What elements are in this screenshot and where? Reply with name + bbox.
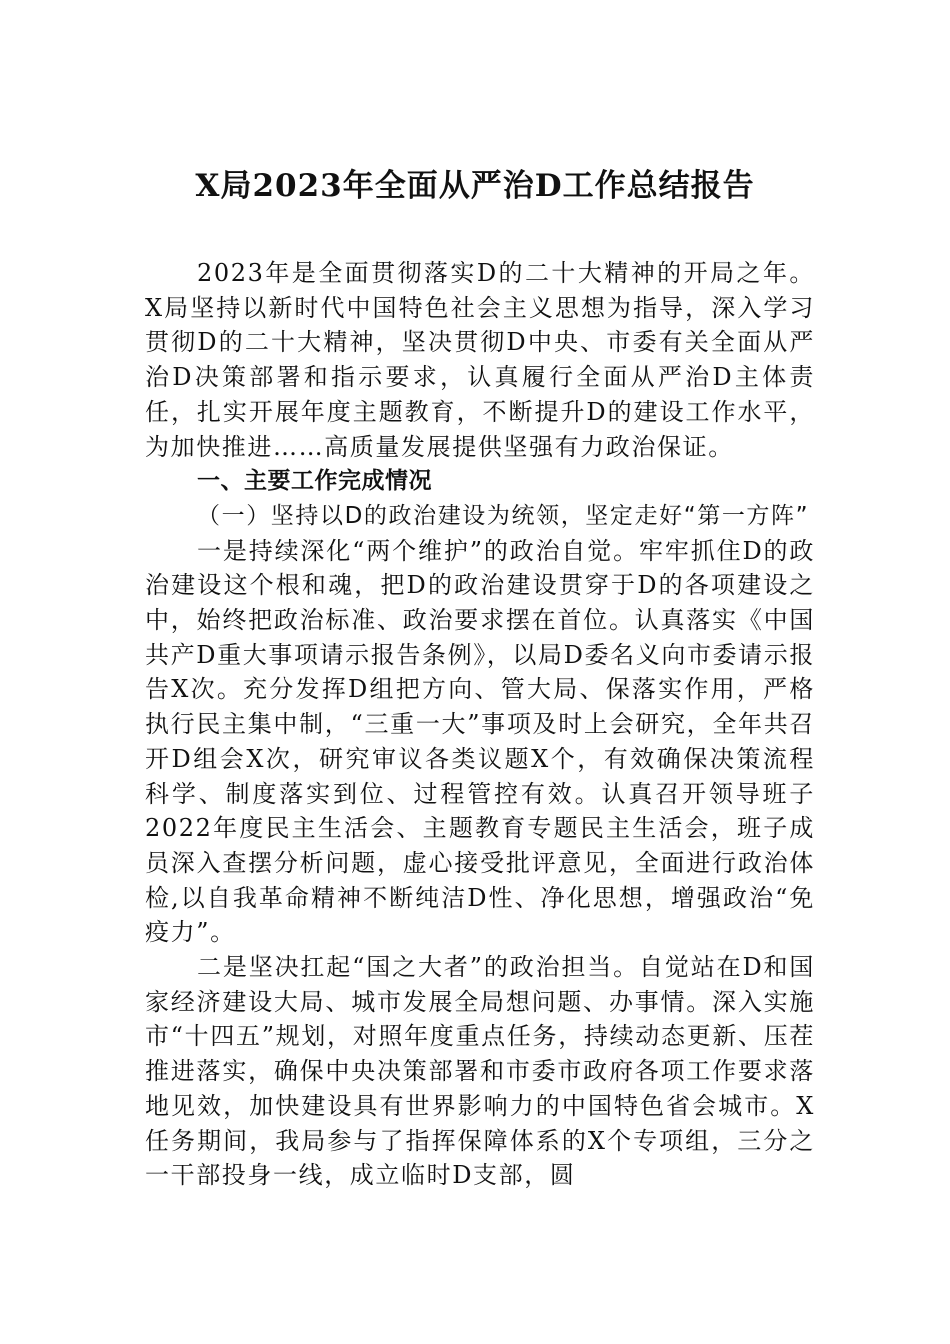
subsection-heading: （一）坚持以D的政治建设为统领，坚定走好“第一方阵” (197, 502, 810, 529)
body-paragraph: 一是持续深化“两个维护”的政治自觉。牢牢抓住D的政治建设这个根和魂，把D的政治建设贯穿于D的各项建设之中，始终把政治标准、政治要求摆在首位。认真落实《中国共产D重大事项请示报告条例》，以局D委名义向市委请示报告X次。充分发挥D组把方向、管大局、保落实作用，严格执行民主集中制，“三重一大”事项及时上会研究，全年共召开D组会X次，研究审议各类议题X个，有效确保决策流程科学、制度落实到位、过程管控有效。认真召开领导班子2022年度民主生活会、主题教育专题民主生活会，班子成员深入查摆分析问题，虚心接受批评意见，全面进行政治体检,以自我革命精神不断纯洁D性、净化思想，增强政治“免疫力”。 (145, 536, 815, 947)
intro-paragraph: 2023年是全面贯彻落实D的二十大精神的开局之年。X局坚持以新时代中国特色社会主义思想为指导，深入学习贯彻D的二十大精神，坚决贯彻D中央、市委有关全面从严治D决策部署和指示要求，认真履行全面从严治D主体责任，扎实开展年度主题教育，不断提升D的建设工作水平，为加快推进……高质量发展提供坚强有力政治保证。 (145, 259, 815, 461)
body-paragraph: 二是坚决扛起“国之大者”的政治担当。自觉站在D和国家经济建设大局、城市发展全局想问题、办事情。深入实施市“十四五”规划，对照年度重点任务，持续动态更新、压茬推进落实，确保中央决策部署和市委市政府各项工作要求落地见效，加快建设具有世界影响力的中国特色省会城市。X任务期间，我局参与了指挥保障体系的X个专项组，三分之一干部投身一线，成立临时D支部，圆 (145, 953, 815, 1190)
section-heading: 一、主要工作完成情况 (197, 468, 432, 495)
document-title: X局2023年全面从严治D工作总结报告 (195, 168, 755, 204)
document-body (145, 256, 815, 1193)
